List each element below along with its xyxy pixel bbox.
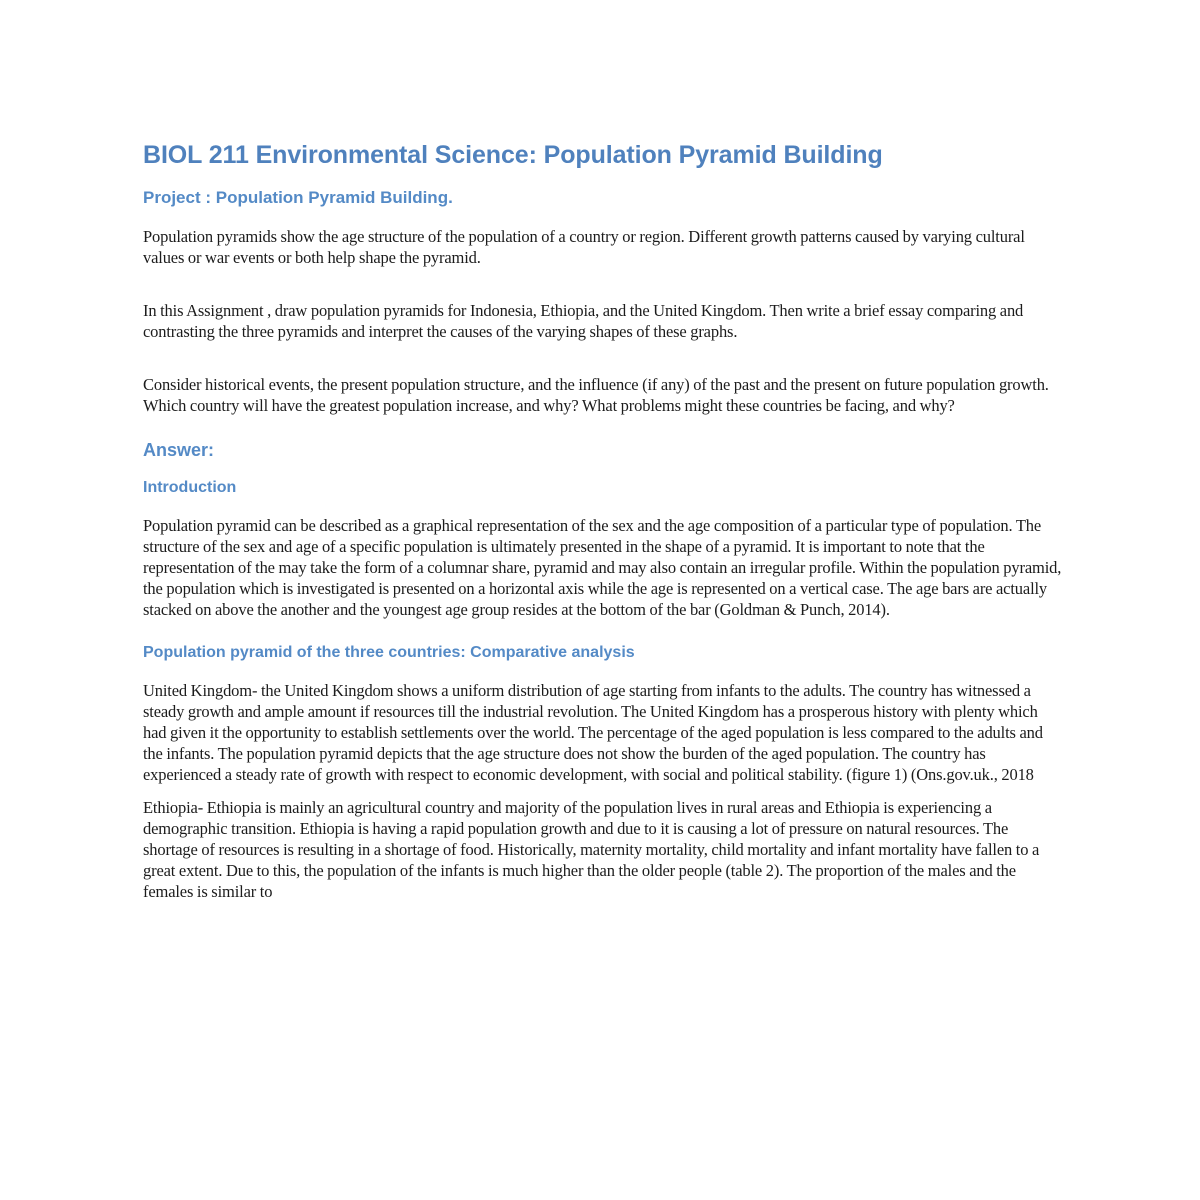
answer-heading: Answer: — [143, 440, 215, 460]
introduction-heading: Introduction — [143, 479, 237, 496]
paragraph-intro-prompt-2: In this Assignment , draw population pyramids for Indonesia, Ethiopia, and the United Kingdom. Then write a brief essay comparing and contrasting the three pyramids and interpret the causes of the varying shapes of these graphs. — [143, 301, 1024, 341]
paragraph-ethiopia: Ethiopia- Ethiopia is mainly an agricultural country and majority of the population lives in rural areas and Ethiopia is experiencing a demographic transition. Ethiopia is having a rapid population growth and due to it is causing a lot of pressure on natural resources. The shortage of resources is resulting in a shortage of food. Historically, maternity mortality, child mortality and infant mortality have fallen to a great extent. Due to this, the population of the infants is much higher than the older people (table 2). The proportion of the males and the females is similar to — [143, 798, 1040, 901]
paragraph-spacer — [143, 416, 1063, 438]
paragraph-spacer — [143, 342, 1063, 374]
paragraph-introduction-body: Population pyramid can be described as a graphical representation of the sex and the age composition of a particular type of population. The structure of the sex and age of a specific population is ultimately presented in the shape of a pyramid. It is important to note that the representation of the may take the form of a columnar share, pyramid and may also contain an irregular profile. Within the population pyramid, the population which is investigated is presented on a horizontal axis while the age is represented on a vertical case. The age bars are actually stacked on above the another and the youngest age group resides at the bottom of the bar (Goldman & Punch, 2014). — [143, 516, 1062, 619]
paragraph-united-kingdom: United Kingdom- the United Kingdom shows a uniform distribution of age starting from infants to the adults. The country has witnessed a steady growth and ample amount if resources till the industrial revolution. The United Kingdom has a prosperous history with plenty which had given it the opportunity to establish settlements over the world. The percentage of the aged population is less compared to the adults and the infants. The population pyramid depicts that the age structure does not show the burden of the aged population. The country has experienced a steady rate of growth with respect to economic development, with social and political stability. (figure 1) (Ons.gov.uk., 2018 — [143, 681, 1043, 784]
project-heading: Project : Population Pyramid Building. — [143, 188, 453, 207]
paragraph-intro-prompt-3: Consider historical events, the present population structure, and the influence (if any) of the past and the present on future population growth. Which country will have the greatest population increase, and why? What problems might these countries be facing, and why? — [143, 375, 1049, 415]
page-title: BIOL 211 Environmental Science: Population Pyramid Building — [143, 141, 883, 169]
comparative-analysis-heading: Population pyramid of the three countries: Comparative analysis — [143, 644, 635, 661]
paragraph-intro-prompt-1: Population pyramids show the age structure of the population of a country or region. Different growth patterns caused by varying cultural values or war events or both help shape the pyramid. — [143, 227, 1025, 267]
document-body — [143, 140, 1063, 902]
paragraph-spacer — [143, 620, 1063, 642]
paragraph-spacer — [143, 785, 1063, 797]
paragraph-spacer — [143, 268, 1063, 300]
